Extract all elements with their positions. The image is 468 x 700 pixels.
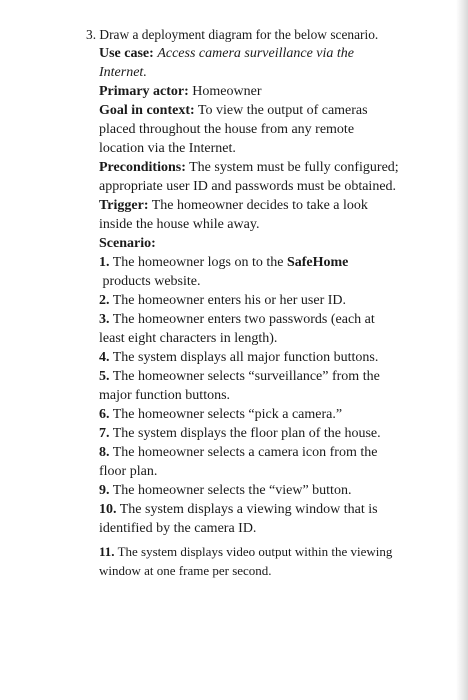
scenario-step [99,253,399,291]
scenario-step [99,348,399,367]
preconditions-value: The system must be fully configured; appropriate user ID and passwords must be obtained. [99,160,399,194]
primary-actor-row [99,82,399,101]
step-text: The homeowner enters two passwords (each at least eight characters in length). [99,312,375,346]
step-text: The homeowner selects “pick a camera.” [112,407,343,422]
step-text: The homeowner logs on to the [112,255,284,270]
scenario-step [99,542,399,580]
question-number: 3. [86,27,97,42]
step-number: 9. [99,483,110,498]
scenario-step [99,367,399,405]
primary-actor-value: Homeowner [192,84,262,99]
step-number: 7. [99,426,110,441]
step-number: 6. [99,407,110,422]
trigger-row [99,196,399,234]
scenario-step [99,443,399,481]
step-text-after: products website. [102,274,201,289]
scenario-step [99,500,399,538]
goal-row [99,101,399,158]
step-number: 1. [99,255,110,270]
page-edge-shadow [456,0,468,700]
scenario-step [99,481,399,500]
scenario-step [99,291,399,310]
step-number: 2. [99,293,110,308]
step-text: The homeowner enters his or her user ID. [112,293,347,308]
scenario-step [99,424,399,443]
step-number: 5. [99,369,110,384]
step-number: 10. [99,502,117,517]
step-number: 3. [99,312,110,327]
use-case-row [99,44,399,82]
step-text: The system displays the floor plan of the house. [112,426,381,441]
question-content [86,25,406,580]
step-number: 8. [99,445,110,460]
preconditions-row [99,158,399,196]
use-case-value: Access camera surveillance via the Internet. [99,46,355,80]
trigger-value: The homeowner decides to take a look inside the house while away. [99,198,368,232]
goal-value: To view the output of cameras placed throughout the house from any remote location via the Internet. [99,103,368,156]
question-text: Draw a deployment diagram for the below scenario. [99,27,379,42]
scenario-step [99,310,399,348]
step-number: 11. [99,544,115,559]
use-case-body [99,44,399,580]
step-text: The homeowner selects “surveillance” from the major function buttons. [99,369,380,403]
step-text: The homeowner selects a camera icon from the floor plan. [99,445,378,479]
step-bold-text: SafeHome [286,255,349,270]
goal-label: Goal in context: [99,103,195,118]
trigger-label: Trigger: [99,198,149,213]
step-text: The homeowner selects the “view” button. [112,483,352,498]
scenario-label: Scenario: [99,236,156,251]
step-number: 4. [99,350,110,365]
step-text: The system displays video output within the viewing window at one frame per second. [99,544,393,578]
step-text: The system displays a viewing window that is identified by the camera ID. [99,502,378,536]
use-case-label: Use case: [99,46,154,61]
scenario-step [99,405,399,424]
preconditions-label: Preconditions: [99,160,186,175]
step-text: The system displays all major function buttons. [112,350,379,365]
primary-actor-label: Primary actor: [99,84,189,99]
question-heading [86,25,406,44]
